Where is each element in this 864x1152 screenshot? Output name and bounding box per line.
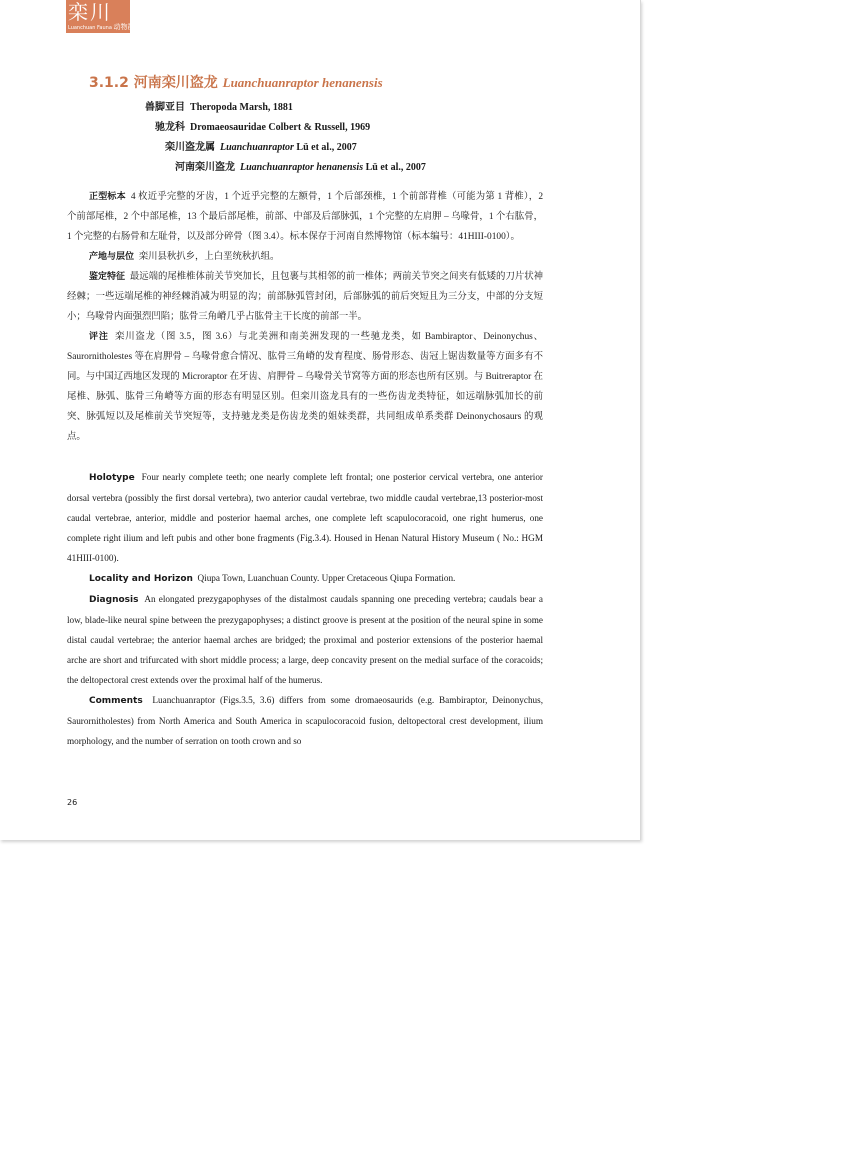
en-diagnosis-paragraph: Diagnosis An elongated prezygapophyses of the distalmost caudals spanning one preceding vertebra; caudals bear a low, blade-like neural spine between the prezygapophyses; a distinct groove is present at the position of the neural spine in some distal caudal vertebrae; the anterior haemal arches are bridged; the proximal and posterior extensions of the posterior haemal arche are short and trifurcated with short middle process; a large, deep concavity present on the medial surface of the coracoids; the deltopectoral crest extends over the proximal half of the humerus.	[67, 594, 544, 685]
english-description	[67, 467, 543, 751]
section-title-latin: Luanchuanraptor henanensis	[222, 75, 383, 90]
cn-holotype-paragraph: 正型标本 4 枚近乎完整的牙齿，1 个近乎完整的左额骨，1 个后部颈椎，1 个前部背椎（可能为第 1 背椎），2 个前部尾椎，2 个中部尾椎，13 个最后部尾椎，前部、中部及后部脉弧，1 个完整的左肩胛 – 乌喙骨，1 个右肱骨，1 个完整的右肠骨和左耻骨，以及部分碎骨（图 3.4）。标本保存于河南自然博物馆（标本编号：41HIII-0100）。	[67, 192, 544, 242]
cn-comments-paragraph: 评注 栾川盗龙（图 3.5，图 3.6）与北美洲和南美洲发现的一些驰龙类，如 Bambiraptor、Deinonychus、Saurornitholestes 等在肩胛骨 – 乌喙骨愈合情况、肱骨三角嵴的发育程度、肠骨形态、齿冠上锯齿数量等方面多有不同。与中国辽西地区发现的 Microraptor 在牙齿、肩胛骨 – 乌喙骨关节窝等方面的形态也所有区别。与 Buitreraptor 在尾椎、脉弧、肱骨三角嵴等方面的形态有明显区别。但栾川盗龙具有的一些伤齿龙类特征，如远端脉弧加长的前突、脉弧短以及尾椎前关节突短等，支持驰龙类是伤齿龙类的姐妹类群，共同组成单系类群 Deinonychosaurs 的观点。	[67, 332, 544, 442]
logo-title: 栾川	[68, 0, 112, 24]
cn-diagnosis-paragraph: 鉴定特征 最远端的尾椎椎体前关节突加长，且包裹与其相邻的前一椎体；两前关节突之间夹有低矮的刀片状神经棘；一些远端尾椎的神经棘消减为明显的沟；前部脉弧管封闭，后部脉弧的前后突短且为三分支，中部的分支短小；乌喙骨内面强烈凹陷；肱骨三角嵴几乎占肱骨主干长度的前部一半。	[67, 272, 544, 322]
section-number: 3.1.2	[89, 75, 129, 91]
en-comments-paragraph: Comments Luanchuanraptor (Figs.3.5, 3.6) differs from some dromaeosaurids (e.g. Bambiraptor, Deinonychus, Saurornitholestes) from North America and South America in scapulocoracoid fusion, deltopectoral crest development, ilium morphology, and the number of serration on tooth crown and so	[67, 695, 544, 746]
taxon-suborder: 兽脚亚目 Theropoda Marsh, 1881	[145, 102, 293, 113]
page-number: 26	[67, 798, 78, 807]
chinese-description	[67, 187, 543, 447]
taxon-family: 驰龙科 Dromaeosauridae Colbert & Russell, 1969	[155, 122, 371, 133]
taxon-genus: 栾川盗龙属 Luanchuanraptor Lü et al., 2007	[165, 142, 357, 153]
logo-subtitle: Luanchuan Fauna 动物群	[68, 23, 135, 31]
section-heading	[89, 72, 383, 92]
en-locality-paragraph: Locality and Horizon Qiupa Town, Luanchuan County. Upper Cretaceous Qiupa Formation.	[89, 573, 456, 584]
cn-locality-paragraph: 产地与层位 栾川县秋扒乡，上白垩统秋扒组。	[89, 252, 280, 262]
series-logo	[66, 0, 135, 33]
taxon-species: 河南栾川盗龙 Luanchuanraptor henanensis Lü et al., 2007	[175, 162, 426, 173]
en-holotype-paragraph: Holotype Four nearly complete teeth; one nearly complete left frontal; one posterior cervical vertebra, one anterior dorsal vertebra (possibly the first dorsal vertebra), two anterior caudal vertebrae, two middle caudal vertebrae,13 posterior-most caudal vertebrae, anterior, middle and posterior haemal arches, one complete left scapulocoracoid, one right humerus, one complete right ilium and left pubis and other bone fragments (Fig.3.4). Housed in Henan Natural History Museum ( No.: HGM 41HIII-0100).	[67, 472, 543, 563]
section-title-cn: 河南栾川盗龙	[133, 75, 218, 91]
